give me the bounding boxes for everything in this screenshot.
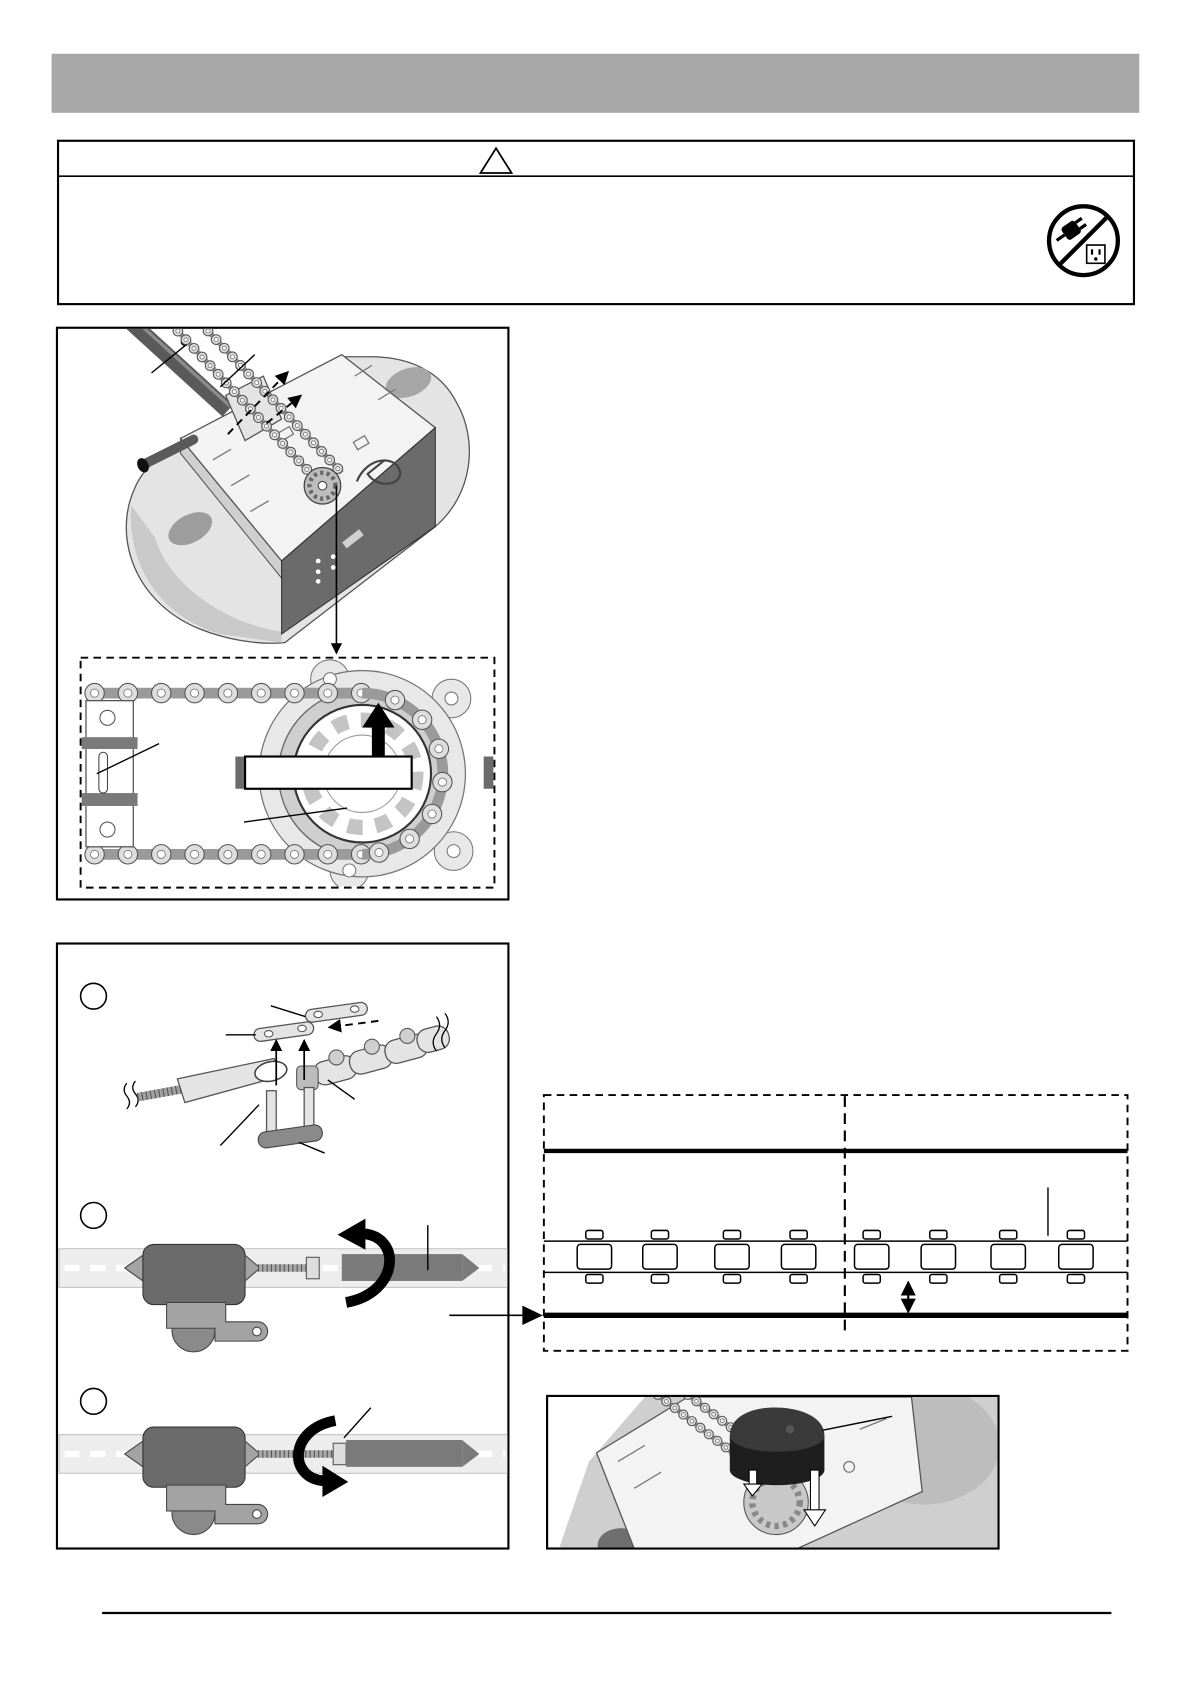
chain-pin — [289, 450, 293, 454]
link-plate-top — [1067, 1230, 1084, 1239]
chain-pin — [263, 389, 267, 393]
chain-pin — [324, 850, 332, 858]
chain-pin — [438, 778, 446, 786]
chain-pin — [281, 441, 285, 445]
chain-roller — [1059, 1244, 1093, 1269]
chain-pin — [157, 689, 165, 697]
adjust-nut — [333, 1443, 346, 1464]
chain-pin — [230, 355, 234, 359]
roller — [400, 1028, 415, 1043]
link-plate-bottom — [586, 1274, 603, 1283]
chain-tension-diagram — [544, 1095, 1128, 1351]
link-plate-bottom — [723, 1274, 740, 1283]
chain-pin — [264, 424, 268, 428]
chain-pin — [664, 1400, 668, 1404]
chain-pin — [224, 850, 232, 858]
chain-pin — [192, 346, 196, 350]
chain-pin — [375, 848, 383, 856]
chain-pin — [690, 1419, 694, 1423]
step-circle-icon — [81, 1202, 107, 1228]
chain-pin — [328, 458, 332, 462]
chain-link — [165, 318, 175, 328]
figure-trolley-steps — [57, 944, 543, 1549]
chain-pin — [428, 810, 436, 818]
chain-pin — [257, 850, 265, 858]
chain-pin — [256, 415, 260, 419]
diagram-frame — [544, 1095, 1128, 1351]
bracket-hole — [253, 1510, 262, 1519]
link-plate-bottom — [930, 1274, 947, 1283]
adjust-sleeve — [346, 1440, 462, 1467]
chain-pin — [287, 415, 291, 419]
chain-pin — [206, 329, 210, 333]
release-bar — [245, 757, 412, 789]
chain-pin — [124, 689, 132, 697]
chain-pin — [190, 850, 198, 858]
link-plate-top — [790, 1230, 807, 1239]
link-plate-bottom — [651, 1274, 668, 1283]
chain-pin — [715, 1439, 719, 1443]
link-pin — [304, 1088, 314, 1131]
chain-pin — [190, 689, 198, 697]
chain-pin — [224, 689, 232, 697]
chain-pin — [698, 1426, 702, 1430]
chain-pin — [124, 850, 132, 858]
chain-pin — [707, 1432, 711, 1436]
chain-roller — [781, 1244, 815, 1269]
chain-pin — [91, 689, 99, 697]
link-plate-top — [863, 1230, 880, 1239]
step-circle-icon — [81, 983, 107, 1009]
chain-pin — [184, 338, 188, 342]
chain-pin — [295, 424, 299, 428]
chain-pin — [216, 372, 220, 376]
trolley-body — [143, 1427, 245, 1487]
chain-pin — [290, 689, 298, 697]
chain-pin — [273, 433, 277, 437]
chain-pin — [200, 355, 204, 359]
chain-pin — [311, 441, 315, 445]
chain-pin — [324, 689, 332, 697]
roller — [364, 1039, 379, 1054]
chain-pin — [157, 850, 165, 858]
chain-pin — [435, 745, 443, 753]
diagram-chain — [577, 1230, 1093, 1283]
chain-pin — [320, 449, 324, 453]
chain-pin — [91, 850, 99, 858]
warning-frame — [58, 141, 1134, 304]
chain-link — [195, 318, 205, 328]
bracket-hole — [100, 710, 115, 725]
chain-pin — [703, 1406, 707, 1410]
chain-pin — [406, 835, 414, 843]
link-plate-bottom — [1067, 1274, 1084, 1283]
warning-box — [58, 141, 1134, 304]
chain-pin — [168, 320, 172, 324]
rail-stub-top — [81, 737, 138, 749]
chain-roller — [643, 1244, 677, 1269]
adjust-sleeve — [342, 1254, 462, 1281]
chain-pin — [271, 398, 275, 402]
chain-pin — [247, 372, 251, 376]
chain-pin — [290, 850, 298, 858]
figure-sprocket-cover — [547, 1386, 1000, 1562]
rail-stub-bottom — [81, 793, 138, 806]
chain-pin — [214, 338, 218, 342]
trolley-body — [143, 1244, 245, 1304]
link-plate-top — [930, 1230, 947, 1239]
section-header-bar — [52, 54, 1140, 113]
chain-pin — [279, 406, 283, 410]
chain-pin — [391, 696, 399, 704]
chain-roller — [991, 1244, 1025, 1269]
chain-pin — [232, 390, 236, 394]
link-plate-bottom — [863, 1274, 880, 1283]
right-stub — [484, 757, 495, 789]
chain-pin — [681, 1413, 685, 1417]
chain-pin — [695, 1399, 699, 1403]
chain-pin — [720, 1419, 724, 1423]
chain-pin — [255, 381, 259, 385]
chain-pin — [208, 364, 212, 368]
pointer-arrow-icon — [522, 1306, 542, 1325]
step-circle-icon — [81, 1388, 107, 1414]
adjust-nut — [306, 1257, 319, 1278]
chain-roller — [715, 1244, 749, 1269]
roller — [329, 1050, 344, 1065]
no-plug-icon — [1049, 206, 1118, 275]
chain-pin — [257, 689, 265, 697]
link-plate-top — [651, 1230, 668, 1239]
chain-pin — [305, 467, 309, 471]
link-plate-top — [1000, 1230, 1017, 1239]
opener-sprocket-hub — [318, 481, 327, 490]
chain-pin — [303, 432, 307, 436]
chain-pin — [222, 346, 226, 350]
link-plate-bottom — [1000, 1274, 1017, 1283]
roller — [297, 1066, 318, 1090]
chain-roller — [921, 1244, 955, 1269]
link-plate-bottom — [790, 1274, 807, 1283]
bracket-hole — [253, 1327, 262, 1336]
chain-pin — [724, 1446, 728, 1450]
chain-pin — [240, 398, 244, 402]
bracket-hole — [100, 822, 115, 837]
outlet-icon — [1087, 245, 1105, 263]
chain-pin — [176, 329, 180, 333]
chain-pin — [198, 320, 202, 324]
chain-pin — [336, 467, 340, 471]
chain-pin — [297, 459, 301, 463]
link-plate-top — [723, 1230, 740, 1239]
chain-roller — [577, 1244, 611, 1269]
link-plate-top — [586, 1230, 603, 1239]
chain-pin — [712, 1412, 716, 1416]
chain-pin — [418, 716, 426, 724]
chain-pin — [673, 1406, 677, 1410]
figure-opener-chain — [57, 318, 508, 900]
chain-roller — [854, 1244, 888, 1269]
